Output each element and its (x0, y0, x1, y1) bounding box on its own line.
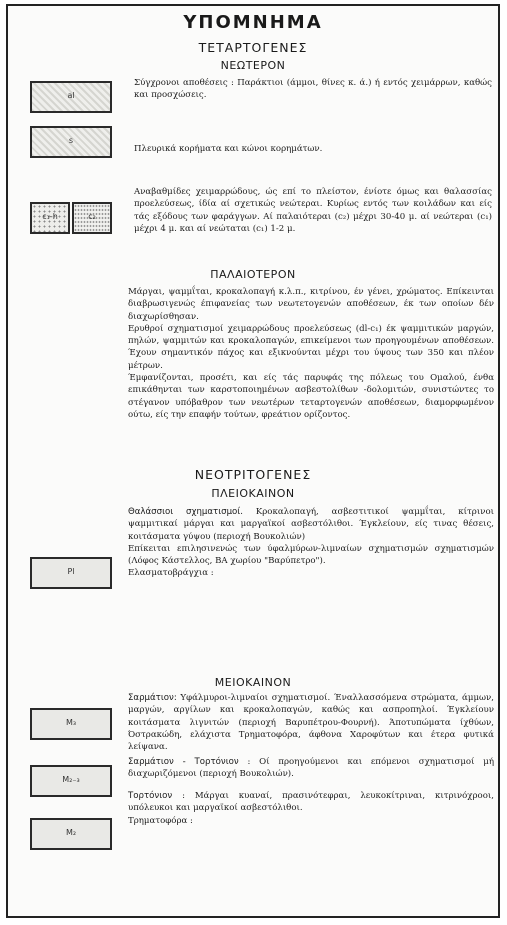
legend-page (6, 4, 500, 918)
tortonian-lead: Τορτόνιον (128, 791, 173, 801)
older-paragraph-3: Έμφανίζονται, προσέτι, και είς τάς παρυφάς της πόλεως του Ομαλού, ένθα επικάθηνται των καρστοποιημένων ασβεστολίθων -δολομιτών, συνιστώντες το στέγανον υπόβαθρον των νεωτέρων τεταρτογενών αποθέσεων, διαμορφωμένον ούτω, είς την επαφήν τούτων, φρεάτιον ορίζοντος. (128, 373, 494, 420)
pliocene-lead: Θαλάσσιοι σχηματισμοί. (128, 507, 243, 517)
legend-swatch-scree: s (30, 126, 112, 158)
legend-swatch-terrace-newer: c₂ (72, 202, 112, 234)
sarmatian-tortonian-lead: Σαρμάτιον - Τορτόνιον (128, 757, 239, 767)
quaternary-heading: ΤΕΤΑΡΤΟΓΕΝΕΣ (198, 40, 308, 55)
legend-text-al: Σύγχρονοι αποθέσεις : Παράκτιοι (άμμοι, θίνες κ. ά.) ή εντός χειμάρρων, καθώς και προσχώσεις. (134, 78, 492, 101)
pliocene-text-2: Επίκειται επιλησινενώς των ύφαλμύρων-λιμναίων σχηματισμών σχηματισμών (Λόφος Κάστελλος, ΒΑ χωρίου "Βαρύπετρο"). (128, 543, 494, 567)
pliocene-text-block (128, 506, 494, 580)
neogene-heading: ΝΕΟΤΡΙΤΟΓΕΝΕΣ (194, 467, 312, 482)
tortonian-text: Τορτόνιον : Μάργαι κυαναί, πρασινότεφραι, λευκοκίτριναι, κιτρινόχροοι, υπόλευκοι και μαργαϊκοί ασβεστόλιθοι. Τρηματοφόρα : (128, 791, 494, 826)
pliocene-text: Κροκαλοπαγή, ασβεστιτικοί ψαμμΐται, κίτρινοι ψαμμιτικαί μάργαι και μαργαϊκοί ασβεστόλιθοι. Έγκλείουν, είς τινας θέσεις, κοιτάσματα γύψου (περιοχή Βουκολιών) (128, 507, 494, 542)
legend-title: ΥΠΟΜΝΗΜΑ (183, 12, 323, 33)
sarmatian-text: Σαρμάτιον: Υφάλμυροι-λιμναίοι σχηματισμοί. Έναλλασσόμενα στρώματα, άμμων, μαργών, αργίλων και κροκαλοπαγών, καθώς και ασπροπηλοί. Έγκλείουν κοιτάσματα λιγνιτών (περιοχή Βαρυπέτρου-Φουρνή). Άποτυπώματα ίχθύων, Όστρακώδη, ελάχιστα Τρηματοφόρα, άφθονα Χαροφύτων και έτερα φυτικά λείψανα. (128, 693, 494, 753)
legend-swatch-tortonian: M₂ (30, 818, 112, 850)
legend-swatch-al: al (30, 81, 112, 113)
pliocene-heading: ΠΛΕΙΟΚΑΙΝΟΝ (211, 487, 295, 500)
legend-swatch-terrace-older: c₁-h (30, 202, 70, 234)
older-paragraph-1: Μάργαι, ψαμμΐται, κροκαλοπαγή κ.λ.π., κιτρίνου, έν γένει, χρώματος. Επίκεινται διαβρωσιγενώς έπιφανείας των νεωτετογενών αποθέσεων, έκ των οποίων δέν διαχωρίσθησαν. (128, 287, 494, 322)
tortonian-text-2: Τρηματοφόρα : (128, 815, 193, 826)
sarmatian-tortonian-text: Σαρμάτιον - Τορτόνιον : Οί προηγούμενοι και επόμενοι σχηματισμοί μή διαχωριζόμενοι (περιοχή Βουκολιών). (128, 757, 494, 780)
sarmatian-lead: Σαρμάτιον: (128, 693, 177, 703)
older-heading: ΠΑΛΑΙΟΤΕΡΟΝ (210, 268, 296, 281)
legend-swatch-pliocene: Pl (30, 557, 112, 589)
older-paragraph-2: Ερυθροί σχηματισμοί χειμαρρώδους προελεύσεως (dl-c₁) έκ ψαμμιτικών μαργών, πηλών, ψαμμιτών και κροκαλοπαγών, επικείμενοι των προηγουμένων αποθέσεων. Έχουν σημαντικόν πάχος και εξικνούνται μέχρι του ύψους των 350 και πλέον μέτρων. (128, 323, 494, 371)
pliocene-text-3: Ελασματοβράγχια : (128, 568, 214, 579)
newer-heading: ΝΕΩΤΕΡΟΝ (220, 59, 286, 72)
older-text-block (128, 286, 494, 421)
legend-text-scree: Πλευρικά κορήματα και κώνοι κορημάτων. (134, 144, 323, 154)
legend-swatch-sarmatian-tortonian: M₂₋₃ (30, 765, 112, 797)
miocene-heading: ΜΕΙΟΚΑΙΝΟΝ (214, 676, 292, 689)
legend-text-terraces: Αναβαθμίδες χειμαρρώδους, ώς επί το πλείστον, ένίοτε όμως και θαλασσίας προελεύσεως, ίδία αί σχετικώς νεώτεραι. Κυρίως εντός των κοιλάδων και είς τάς εξόδους των φαράγγων. Αί παλαιότεραι (c₂) μέχρι 30-40 μ. αί νεώτεραι (c₁) μέχρι 4 μ. και αί νεώταται (c₁) 1-2 μ. (134, 187, 492, 234)
legend-swatch-sarmatian: M₃ (30, 708, 112, 740)
